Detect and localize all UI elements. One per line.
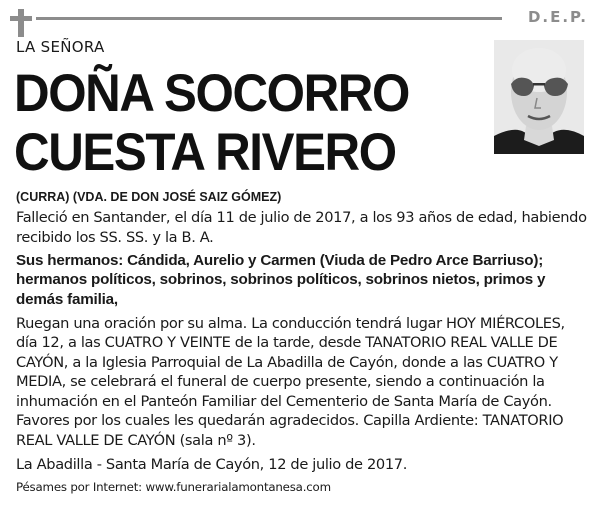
portrait-photo	[494, 40, 584, 154]
funeral-details: Ruegan una oración por su alma. La conducción tendrá lugar HOY MIÉRCOLES, día 12, a las CUATRO Y VEINTE de la tarde, desde TANATORIO REAL VALLE DE CAYÓN, a la Iglesia Parroquial de La Abadilla de Cayón, donde a las CUATRO Y MEDIA, se celebrará el funeral de cuerpo presente, siendo a continuación la inhumación en el Panteón Familiar del Cementerio de Santa María de Cayón. Favores por los cuales les quedarán agradecidos. Capilla Ardiente: TANATORIO REAL VALLE DE CAYÓN (sala nº 3).	[16, 314, 565, 449]
name-line-2: CUESTA RIVERO	[14, 123, 396, 182]
name-line-1: DOÑA SOCORRO	[14, 64, 409, 123]
condolences-line: Pésames por Internet: www.funerarialamontanesa.com	[16, 480, 331, 494]
family-list: Sus hermanos: Cándida, Aurelio y Carmen (Viuda de Pedro Arce Barriuso); hermanos políticos, sobrinos, sobrinos políticos, sobrinos nietos, primos y demás familia,	[16, 252, 546, 308]
obituary-body	[16, 208, 588, 475]
header-rule	[36, 17, 502, 20]
death-notice: Falleció en Santander, el día 11 de julio de 2017, a los 93 años de edad, habiendo recibido los SS. SS. y la B. A.	[16, 209, 587, 246]
dep-badge: D.E.P.	[527, 8, 588, 26]
place-date: La Abadilla - Santa María de Cayón, 12 de julio de 2017.	[16, 456, 407, 474]
deceased-name	[14, 64, 409, 182]
alias-line: (CURRA) (VDA. DE DON JOSÉ SAIZ GÓMEZ)	[16, 190, 282, 204]
latin-cross-icon	[10, 9, 32, 37]
portrait-illustration	[494, 40, 584, 154]
honorific: LA SEÑORA	[16, 38, 105, 56]
